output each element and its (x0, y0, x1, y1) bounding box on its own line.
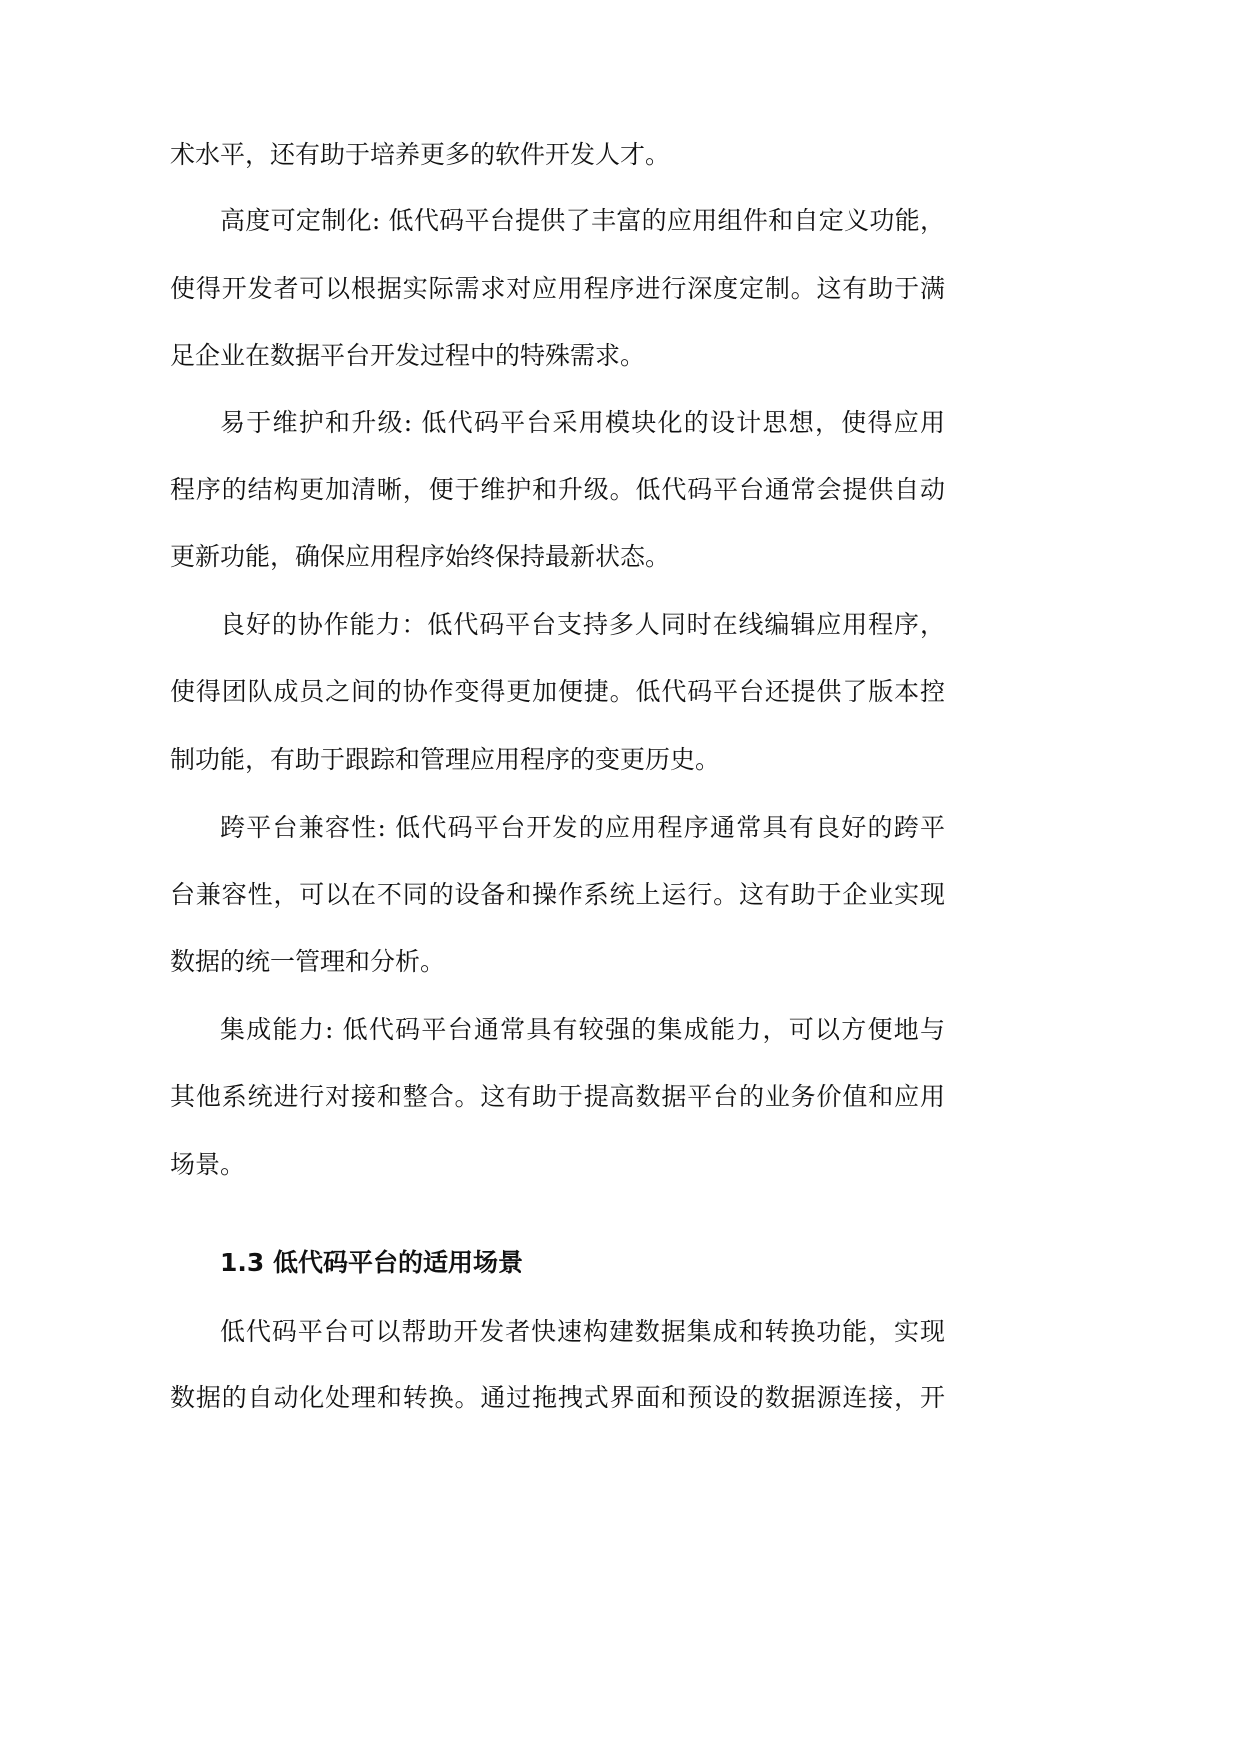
paragraph-line: 台兼容性，可以在不同的设备和操作系统上运行。这有助于企业实现 (170, 880, 945, 909)
paragraph-line: 更新功能，确保应用程序始终保持最新状态。 (170, 542, 671, 571)
paragraph-line: 制功能，有助于跟踪和管理应用程序的变更历史。 (170, 745, 721, 774)
paragraph-line: 数据的统一管理和分析。 (170, 947, 446, 976)
paragraph-line: 足企业在数据平台开发过程中的特殊需求。 (170, 341, 646, 370)
paragraph-line: 高度可定制化: 低代码平台提供了丰富的应用组件和自定义功能， (220, 206, 945, 235)
paragraph-line: 使得开发者可以根据实际需求对应用程序进行深度定制。这有助于满 (170, 274, 945, 303)
paragraph-line: 程序的结构更加清晰，便于维护和升级。低代码平台通常会提供自动 (170, 475, 945, 504)
paragraph-line: 使得团队成员之间的协作变得更加便捷。低代码平台还提供了版本控 (170, 677, 945, 706)
paragraph-line: 跨平台兼容性: 低代码平台开发的应用程序通常具有良好的跨平 (220, 813, 945, 842)
paragraph-line: 集成能力: 低代码平台通常具有较强的集成能力，可以方便地与 (220, 1015, 945, 1044)
paragraph-line: 低代码平台可以帮助开发者快速构建数据集成和转换功能，实现 (220, 1317, 945, 1346)
paragraph-line: 其他系统进行对接和整合。这有助于提高数据平台的业务价值和应用 (170, 1082, 945, 1111)
section-heading: 1.3 低代码平台的适用场景 (220, 1248, 523, 1277)
paragraph-line: 术水平，还有助于培养更多的软件开发人才。 (170, 140, 671, 169)
paragraph-line: 易于维护和升级: 低代码平台采用模块化的设计思想，使得应用 (220, 408, 945, 437)
paragraph-line: 场景。 (170, 1150, 246, 1179)
paragraph-line: 良好的协作能力：低代码平台支持多人同时在线编辑应用程序， (220, 610, 945, 639)
paragraph-line: 数据的自动化处理和转换。通过拖拽式界面和预设的数据源连接，开 (170, 1383, 945, 1412)
